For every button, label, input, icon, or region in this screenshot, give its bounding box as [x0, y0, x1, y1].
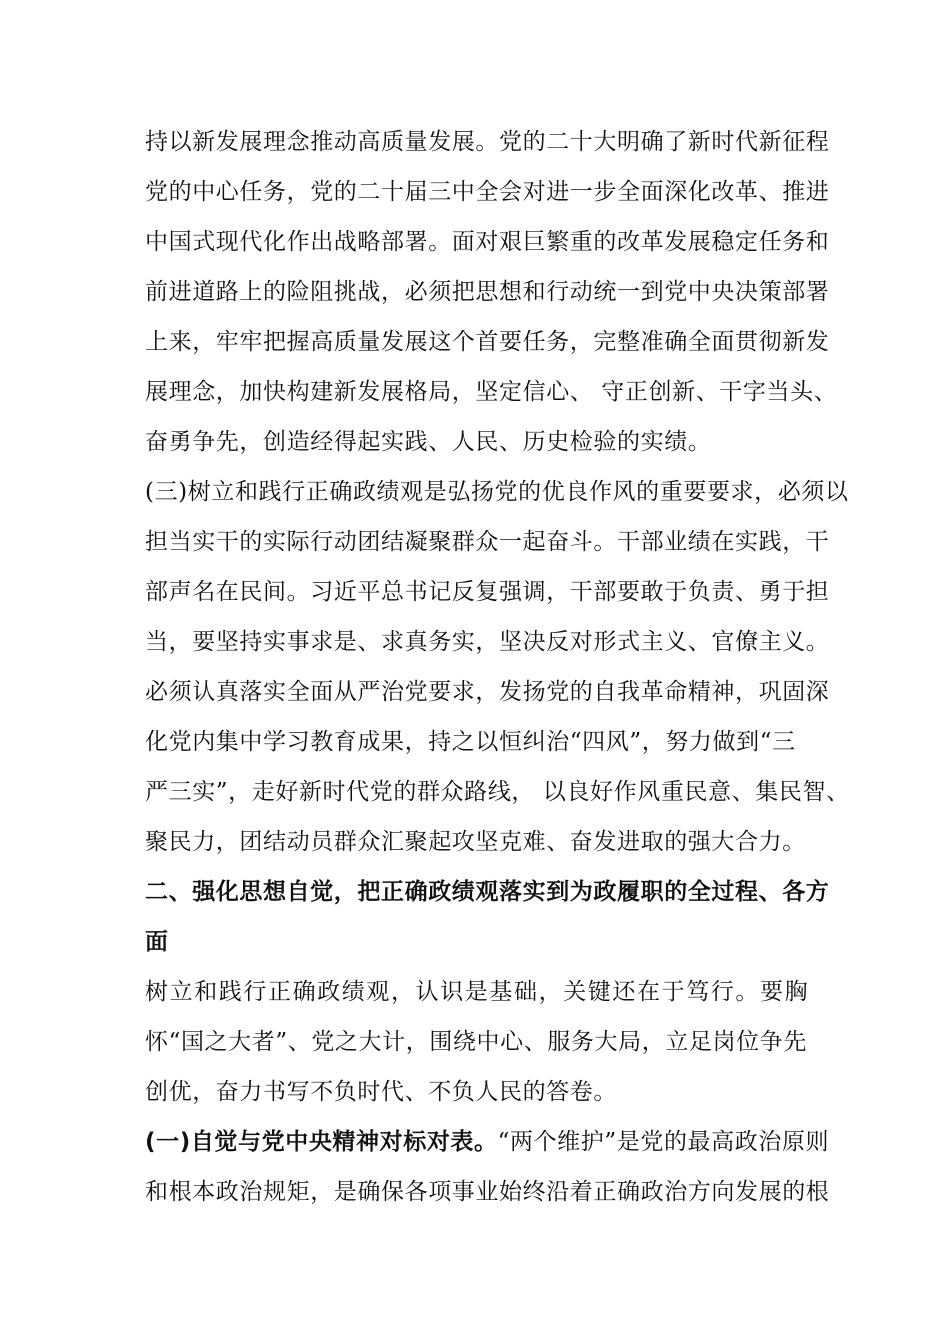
body-line: 聚民力，团结动员群众汇聚起攻坚克难、奋发进取的强大合力。 [145, 829, 806, 855]
body-line: 上来，牢牢把握高质量发展这个首要任务，完整准确全面贯彻新发 [145, 329, 830, 355]
body-line: 化党内集中学习教育成果，持之以恒纠治“四风”，努力做到“三 [145, 729, 796, 755]
subsection-one-line [145, 1128, 829, 1156]
heading-two-line: 二、强化思想自觉，把正确政绩观落实到为政履职的全过程、各方 [145, 879, 830, 905]
section-three-line: (三)树立和践行正确政绩观是弘扬党的优良作风的重要要求，必须以 [145, 479, 849, 505]
body-line: 严三实”，走好新时代党的群众路线， 以良好作风重民意、集民智、 [145, 779, 850, 805]
body-line: 创优，奋力书写不负时代、不负人民的答卷。 [145, 1079, 617, 1105]
body-line: 树立和践行正确政绩观，认识是基础，关键还在于笃行。要胸 [145, 979, 810, 1005]
body-line: 和根本政治规矩，是确保各项事业始终沿着正确政治方向发展的根 [145, 1179, 830, 1205]
body-line: 奋勇争先，创造经得起实践、人民、历史检验的实绩。 [145, 429, 712, 455]
subsection-one-title: (一)自觉与党中央精神对标对表。 [145, 1129, 498, 1155]
heading-two-line: 面 [145, 929, 169, 955]
body-line: 前进道路上的险阻挑战，必须把思想和行动统一到党中央决策部署 [145, 279, 830, 305]
body-line: 展理念，加快构建新发展格局，坚定信心、 守正创新、干字当头、 [145, 379, 838, 405]
body-line: 持以新发展理念推动高质量发展。党的二十大明确了新时代新征程 [145, 129, 830, 155]
body-line: 部声名在民间。习近平总书记反复强调，干部要敢于负责、勇于担 [145, 579, 830, 605]
body-line: 党的中心任务，党的二十届三中全会对进一步全面深化改革、推进 [145, 179, 830, 205]
body-line: 当，要坚持实事求是、求真务实，坚决反对形式主义、官僚主义。 [145, 629, 830, 655]
body-line: 必须认真落实全面从严治党要求，发扬党的自我革命精神，巩固深 [145, 679, 830, 705]
body-line: 中国式现代化作出战略部署。面对艰巨繁重的改革发展稳定任务和 [145, 229, 830, 255]
body-line: 担当实干的实际行动团结凝聚群众一起奋斗。干部业绩在实践，干 [145, 529, 830, 555]
subsection-one-text: “两个维护”是党的最高政治原则 [497, 1129, 830, 1155]
body-line: 怀“国之大者”、党之大计，围绕中心、服务大局，立足岗位争先 [145, 1029, 807, 1055]
